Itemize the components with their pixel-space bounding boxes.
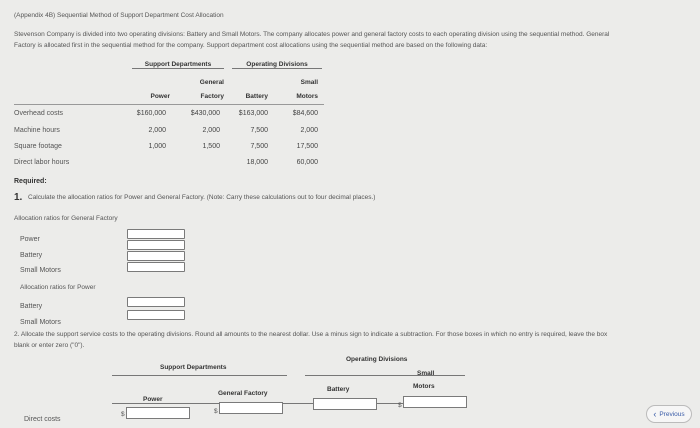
t2-direct-costs-general-factory-input[interactable] bbox=[219, 402, 283, 414]
cell: 1,500 bbox=[202, 143, 220, 150]
cell: 1,000 bbox=[148, 143, 166, 150]
support-departments-header: Support Departments bbox=[132, 61, 224, 69]
col-motors: Motors bbox=[296, 93, 318, 100]
cell: $163,000 bbox=[238, 110, 268, 117]
required-heading: Required: bbox=[14, 178, 47, 185]
cell: 17,500 bbox=[296, 143, 318, 150]
cell: 18,000 bbox=[246, 159, 268, 166]
col-battery: Battery bbox=[245, 93, 268, 100]
t2-support-divider bbox=[112, 375, 287, 376]
t2-direct-costs-power-input[interactable] bbox=[126, 407, 190, 419]
q1-text: Calculate the allocation ratios for Power and General Factory. (Note: Carry these calculations out to four decimal places.) bbox=[28, 194, 376, 201]
power-item-small-motors: Small Motors bbox=[20, 319, 61, 326]
gf-ratio-power-input[interactable] bbox=[127, 229, 185, 239]
table-divider bbox=[14, 104, 324, 105]
cell: 2,000 bbox=[148, 127, 166, 134]
t2-support-departments-header: Support Departments bbox=[160, 364, 227, 371]
cell: 2,000 bbox=[202, 127, 220, 134]
gf-ratio-small-motors-input[interactable] bbox=[127, 262, 185, 272]
col-power: Power bbox=[150, 93, 170, 100]
power-ratios-heading: Allocation ratios for Power bbox=[20, 284, 96, 291]
t2-operating-divisions-header: Operating Divisions bbox=[346, 356, 408, 363]
cell: 7,500 bbox=[250, 127, 268, 134]
chevron-left-icon: ‹ bbox=[653, 409, 657, 419]
col-small-top: Small bbox=[300, 79, 318, 86]
t2-dollar-power: $ bbox=[121, 411, 125, 418]
cell: $84,600 bbox=[292, 110, 318, 117]
intro-line-1: Stevenson Company is divided into two operating divisions: Battery and Small Motors. The company allocates power and general factory costs to each operating division using the sequential method. General bbox=[14, 31, 610, 38]
t2-dollar-general-factory: $ bbox=[214, 408, 218, 415]
gf-item-small-motors: Small Motors bbox=[20, 267, 61, 274]
gf-item-battery: Battery bbox=[20, 252, 43, 259]
intro-line-2: Factory is allocated first in the sequential method for the company. Support department cost allocations using the sequential method are based on the following data: bbox=[14, 42, 488, 49]
q2-text-line-2: blank or enter zero ("0"). bbox=[14, 342, 85, 349]
gf-ratio-battery-input[interactable] bbox=[127, 251, 185, 261]
col-general-top: General bbox=[199, 79, 224, 86]
gf-ratio-power-input-2[interactable] bbox=[127, 240, 185, 250]
operating-divisions-header: Operating Divisions bbox=[232, 61, 322, 69]
col-factory: Factory bbox=[200, 93, 224, 100]
row-label-square-footage: Square footage bbox=[14, 143, 62, 150]
previous-button-label: Previous bbox=[659, 410, 685, 418]
t2-col-small-top: Small bbox=[417, 370, 435, 377]
row-label-direct-labor-hours: Direct labor hours bbox=[14, 159, 70, 166]
t2-col-battery: Battery bbox=[327, 386, 350, 393]
cell: 2,000 bbox=[300, 127, 318, 134]
t2-direct-costs-battery-input[interactable] bbox=[313, 398, 377, 410]
t2-row-label-direct-costs: Direct costs bbox=[24, 416, 61, 423]
cell: $160,000 bbox=[136, 110, 166, 117]
row-label-overhead: Overhead costs bbox=[14, 110, 64, 117]
gf-ratios-heading: Allocation ratios for General Factory bbox=[14, 215, 118, 222]
t2-dollar-small-motors: $ bbox=[398, 402, 402, 409]
t2-col-general-factory: General Factory bbox=[218, 390, 268, 397]
t2-col-small-bottom: Motors bbox=[413, 383, 435, 390]
power-ratio-battery-input[interactable] bbox=[127, 297, 185, 307]
power-item-battery: Battery bbox=[20, 303, 43, 310]
t2-operating-divider bbox=[305, 375, 465, 376]
page-title: (Appendix 4B) Sequential Method of Support Department Cost Allocation bbox=[14, 12, 224, 19]
t2-direct-costs-small-motors-input[interactable] bbox=[403, 396, 467, 408]
row-label-machine-hours: Machine hours bbox=[14, 127, 60, 134]
cell: $430,000 bbox=[190, 110, 220, 117]
gf-item-power: Power bbox=[20, 236, 40, 243]
power-ratio-small-motors-input[interactable] bbox=[127, 310, 185, 320]
q1-number: 1. bbox=[14, 192, 23, 203]
previous-button[interactable] bbox=[646, 405, 692, 423]
cell: 7,500 bbox=[250, 143, 268, 150]
cell: 60,000 bbox=[296, 159, 318, 166]
t2-col-power: Power bbox=[143, 396, 163, 403]
q2-text-line-1: 2. Allocate the support service costs to the operating divisions. Round all amounts to the nearest dollar. Use a minus sign to indicate a subtraction. For those boxes in which no entry is required, leave the box bbox=[14, 331, 608, 338]
